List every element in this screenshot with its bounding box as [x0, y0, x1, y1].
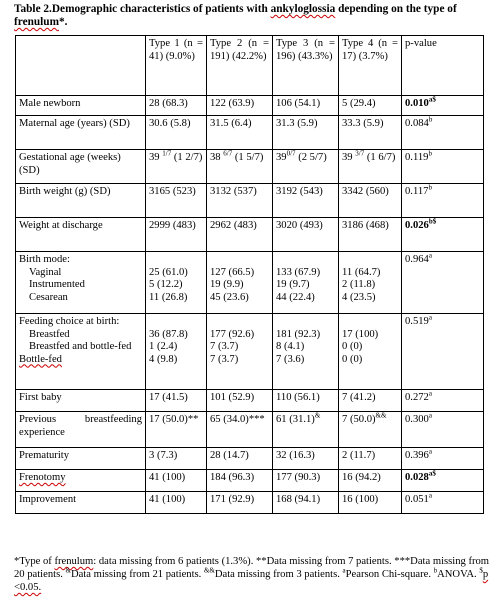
- table-row: Frenotomy 41 (100) 184 (96.3) 177 (90.3) 16 (94.2) $0.028^{a\$}$: [16, 470, 484, 492]
- table-row: Prematurity 3 (7.3) 28 (14.7) 32 (16.3) 2 (11.7) 0.396$^a$: [16, 448, 484, 470]
- table-row: Weight at discharge 2999 (483) 2962 (483) 3020 (493) 3186 (468) $0.026^{b\$}$: [16, 218, 484, 252]
- header-type4: Type 4 (n = 17) (3.7%): [339, 36, 402, 96]
- header-type3: Type 3 (n = 196) (43.3%): [273, 36, 339, 96]
- row-label: First baby: [16, 390, 146, 412]
- table-row: Previous breastfeeding experience 17 (50.0)** 65 (34.0)*** 61 (31.1)& 7 (50.0)&& 0.300$^a$: [16, 412, 484, 448]
- demographics-table: [15, 35, 484, 514]
- row-label: Frenotomy: [16, 470, 146, 492]
- caption-label: Table 2.: [14, 3, 52, 15]
- table-footnote: *Type of frenulum: data missing from 6 patients (1.3%). **Data missing from 7 patients. ***Data missing from 20 patients. &Data missing from 21 patients. &&Data missing from 3 patients. $^a$Pearson Chi-square. $^b$ANOVA. $p <0.05.: [14, 556, 490, 593]
- row-label: Birth weight (g) (SD): [16, 184, 146, 218]
- table-row: Gestational age (weeks) (SD) 39 $^{1/7}$ (1 2/7) 38 $^{6/7}$ (1 5/7) $39^{0/7}$ (2 5/7) 39 $^{3/7}$ (1 6/7) 0.119$^b$: [16, 150, 484, 184]
- table-row: Birth weight (g) (SD) 3165 (523) 3132 (537) 3192 (543) 3342 (560) 0.117$^b$: [16, 184, 484, 218]
- row-label: Birth mode: Vaginal Instrumented Cesarean: [16, 252, 146, 314]
- table-row: Improvement 41 (100) 171 (92.9) 168 (94.1) 16 (100) 0.051$^a$: [16, 492, 484, 514]
- header-type2: Type 2 (n = 191) (42.2%): [207, 36, 273, 96]
- table-row: Feeding choice at birth: Breastfed Breastfed and bottle-fed Bottle-fed 36 (87.8) 1 (2.4) 4 (9.8) 177 (92.6) 7 (3.7) 7 (3.7) 181 (92.3) 8 (4.1) 7 (3.6) 17 (100) 0 (0) 0 (0) 0.519$^a$: [16, 314, 484, 390]
- table-row: First baby 17 (41.5) 101 (52.9) 110 (56.1) 7 (41.2) 0.272$^a$: [16, 390, 484, 412]
- table-row: Birth mode: Vaginal Instrumented Cesarean 25 (61.0) 5 (12.2) 11 (26.8) 127 (66.5) 19 (9.9) 45 (23.6) 133 (67.9) 19 (9.7) 44 (22.4) 11 (64.7) 2 (11.8) 4 (23.5) 0.964$^a$: [16, 252, 484, 314]
- row-label: Maternal age (years) (SD): [16, 116, 146, 150]
- row-label: Male newborn: [16, 96, 146, 116]
- table-header-row: [16, 36, 484, 96]
- header-pvalue: p-value: [402, 36, 484, 96]
- table-row: Maternal age (years) (SD) 30.6 (5.8) 31.5 (6.4) 31.3 (5.9) 33.3 (5.9) 0.084$^b$: [16, 116, 484, 150]
- row-label: Weight at discharge: [16, 218, 146, 252]
- row-label: Prematurity: [16, 448, 146, 470]
- header-type1: Type 1 (n = 41) (9.0%): [146, 36, 207, 96]
- header-empty: [16, 36, 146, 96]
- table-row: Male newborn 28 (68.3) 122 (63.9) 106 (54.1) 5 (29.4) $0.010^{a\$}$: [16, 96, 484, 116]
- table-caption: Table 2.Demographic characteristics of patients with ankyloglossia depending on the type of frenulum*.: [14, 3, 457, 28]
- row-label: Feeding choice at birth: Breastfed Breastfed and bottle-fed Bottle-fed: [16, 314, 146, 390]
- row-label: Gestational age (weeks) (SD): [16, 150, 146, 184]
- row-label: Previous breastfeeding experience: [16, 412, 146, 448]
- row-label: Improvement: [16, 492, 146, 514]
